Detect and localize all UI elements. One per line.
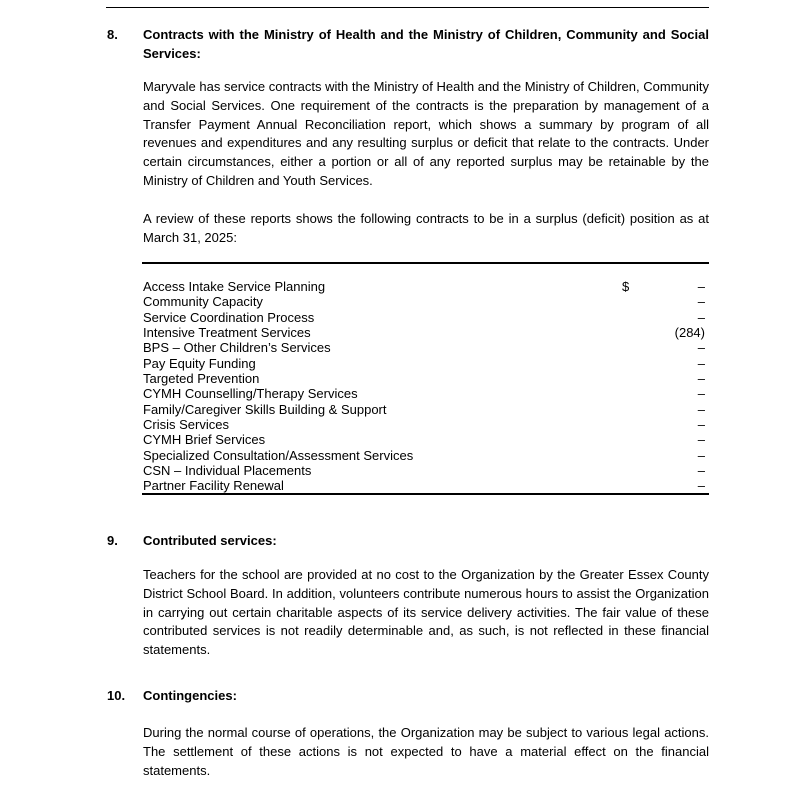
row-amount: (284): [674, 324, 705, 340]
row-label: CSN – Individual Placements: [143, 462, 312, 478]
section-10-paragraph-1: During the normal course of operations, the Organization may be subject to various legal actions. The settlement of these actions is not expected to have a material effect on the financial statements.: [143, 725, 709, 778]
row-label: Partner Facility Renewal: [143, 478, 284, 494]
row-amount: –: [697, 340, 705, 356]
row-amount: –: [697, 432, 705, 448]
row-label: Targeted Prevention: [143, 370, 260, 386]
table-row: [143, 310, 709, 325]
row-label: Community Capacity: [143, 294, 263, 310]
row-amount: –: [697, 370, 705, 386]
section-9-paragraph-1: Teachers for the school are provided at no cost to the Organization by the Greater Essex County District School Board. In addition, volunteers contribute numerous hours to assist the Organization in carrying out certain charitable aspects of its service delivery activities. The fair value of these contributed services is not readily determinable and, as such, is not reflected in these financial statements.: [143, 567, 709, 658]
row-label: CYMH Brief Services: [143, 432, 266, 448]
section-8-title: Contracts with the Ministry of Health and the Ministry of Children, Community and Social Services:: [143, 27, 709, 61]
table-row: [143, 463, 709, 478]
row-label: Access Intake Service Planning: [143, 279, 326, 294]
row-amount: –: [697, 355, 705, 371]
contracts-table: [143, 279, 709, 494]
section-9-title: Contributed services:: [143, 533, 277, 548]
row-amount: –: [697, 309, 705, 325]
table-row: [143, 279, 709, 294]
row-amount: –: [697, 279, 705, 294]
row-amount: –: [697, 462, 705, 478]
table-bottom-rule: [142, 493, 709, 495]
table-row: [143, 417, 709, 432]
row-label: Intensive Treatment Services: [143, 324, 311, 340]
row-amount: –: [697, 416, 705, 432]
section-10-title: Contingencies:: [143, 688, 237, 703]
table-row: [143, 432, 709, 447]
row-amount: –: [697, 386, 705, 402]
table-row: [143, 478, 709, 493]
row-amount: –: [697, 447, 705, 463]
row-label: Specialized Consultation/Assessment Services: [143, 447, 414, 463]
table-row: [143, 402, 709, 417]
table-row: [143, 340, 709, 355]
row-label: Family/Caregiver Skills Building & Support: [143, 401, 387, 417]
top-divider: [106, 7, 709, 8]
row-label: CYMH Counselling/Therapy Services: [143, 386, 358, 402]
table-row: [143, 356, 709, 371]
row-label: Pay Equity Funding: [143, 355, 256, 371]
section-8-paragraph-1: Maryvale has service contracts with the Ministry of Health and the Ministry of Children, Community and Social Services. One requirement of the contracts is the preparation by management of a Transfer Payment Annual Reconciliation report, which shows a summary by program of all revenues and expenditures and any resulting surplus or deficit that relate to the contracts. Under certain circumstances, either a portion or all of any reported surplus may be retainable by the Ministry of Children and Youth Services.: [143, 79, 709, 188]
row-amount: –: [697, 478, 705, 494]
table-row: [143, 325, 709, 340]
table-row: [143, 371, 709, 386]
row-amount: –: [697, 294, 705, 310]
section-10-number: 10.: [107, 688, 126, 703]
table-top-rule: [142, 262, 709, 264]
section-8-number: 8.: [107, 27, 118, 42]
row-label: Crisis Services: [143, 416, 229, 432]
currency-symbol: $: [622, 279, 630, 294]
row-label: BPS – Other Children’s Services: [143, 340, 331, 356]
table-row: [143, 386, 709, 401]
row-amount: –: [697, 401, 705, 417]
table-row: [143, 294, 709, 309]
table-row: [143, 448, 709, 463]
section-9-number: 9.: [107, 533, 118, 548]
section-8-paragraph-2: A review of these reports shows the following contracts to be in a surplus (deficit) position as at March 31, 2025:: [143, 211, 709, 245]
row-label: Service Coordination Process: [143, 309, 315, 325]
